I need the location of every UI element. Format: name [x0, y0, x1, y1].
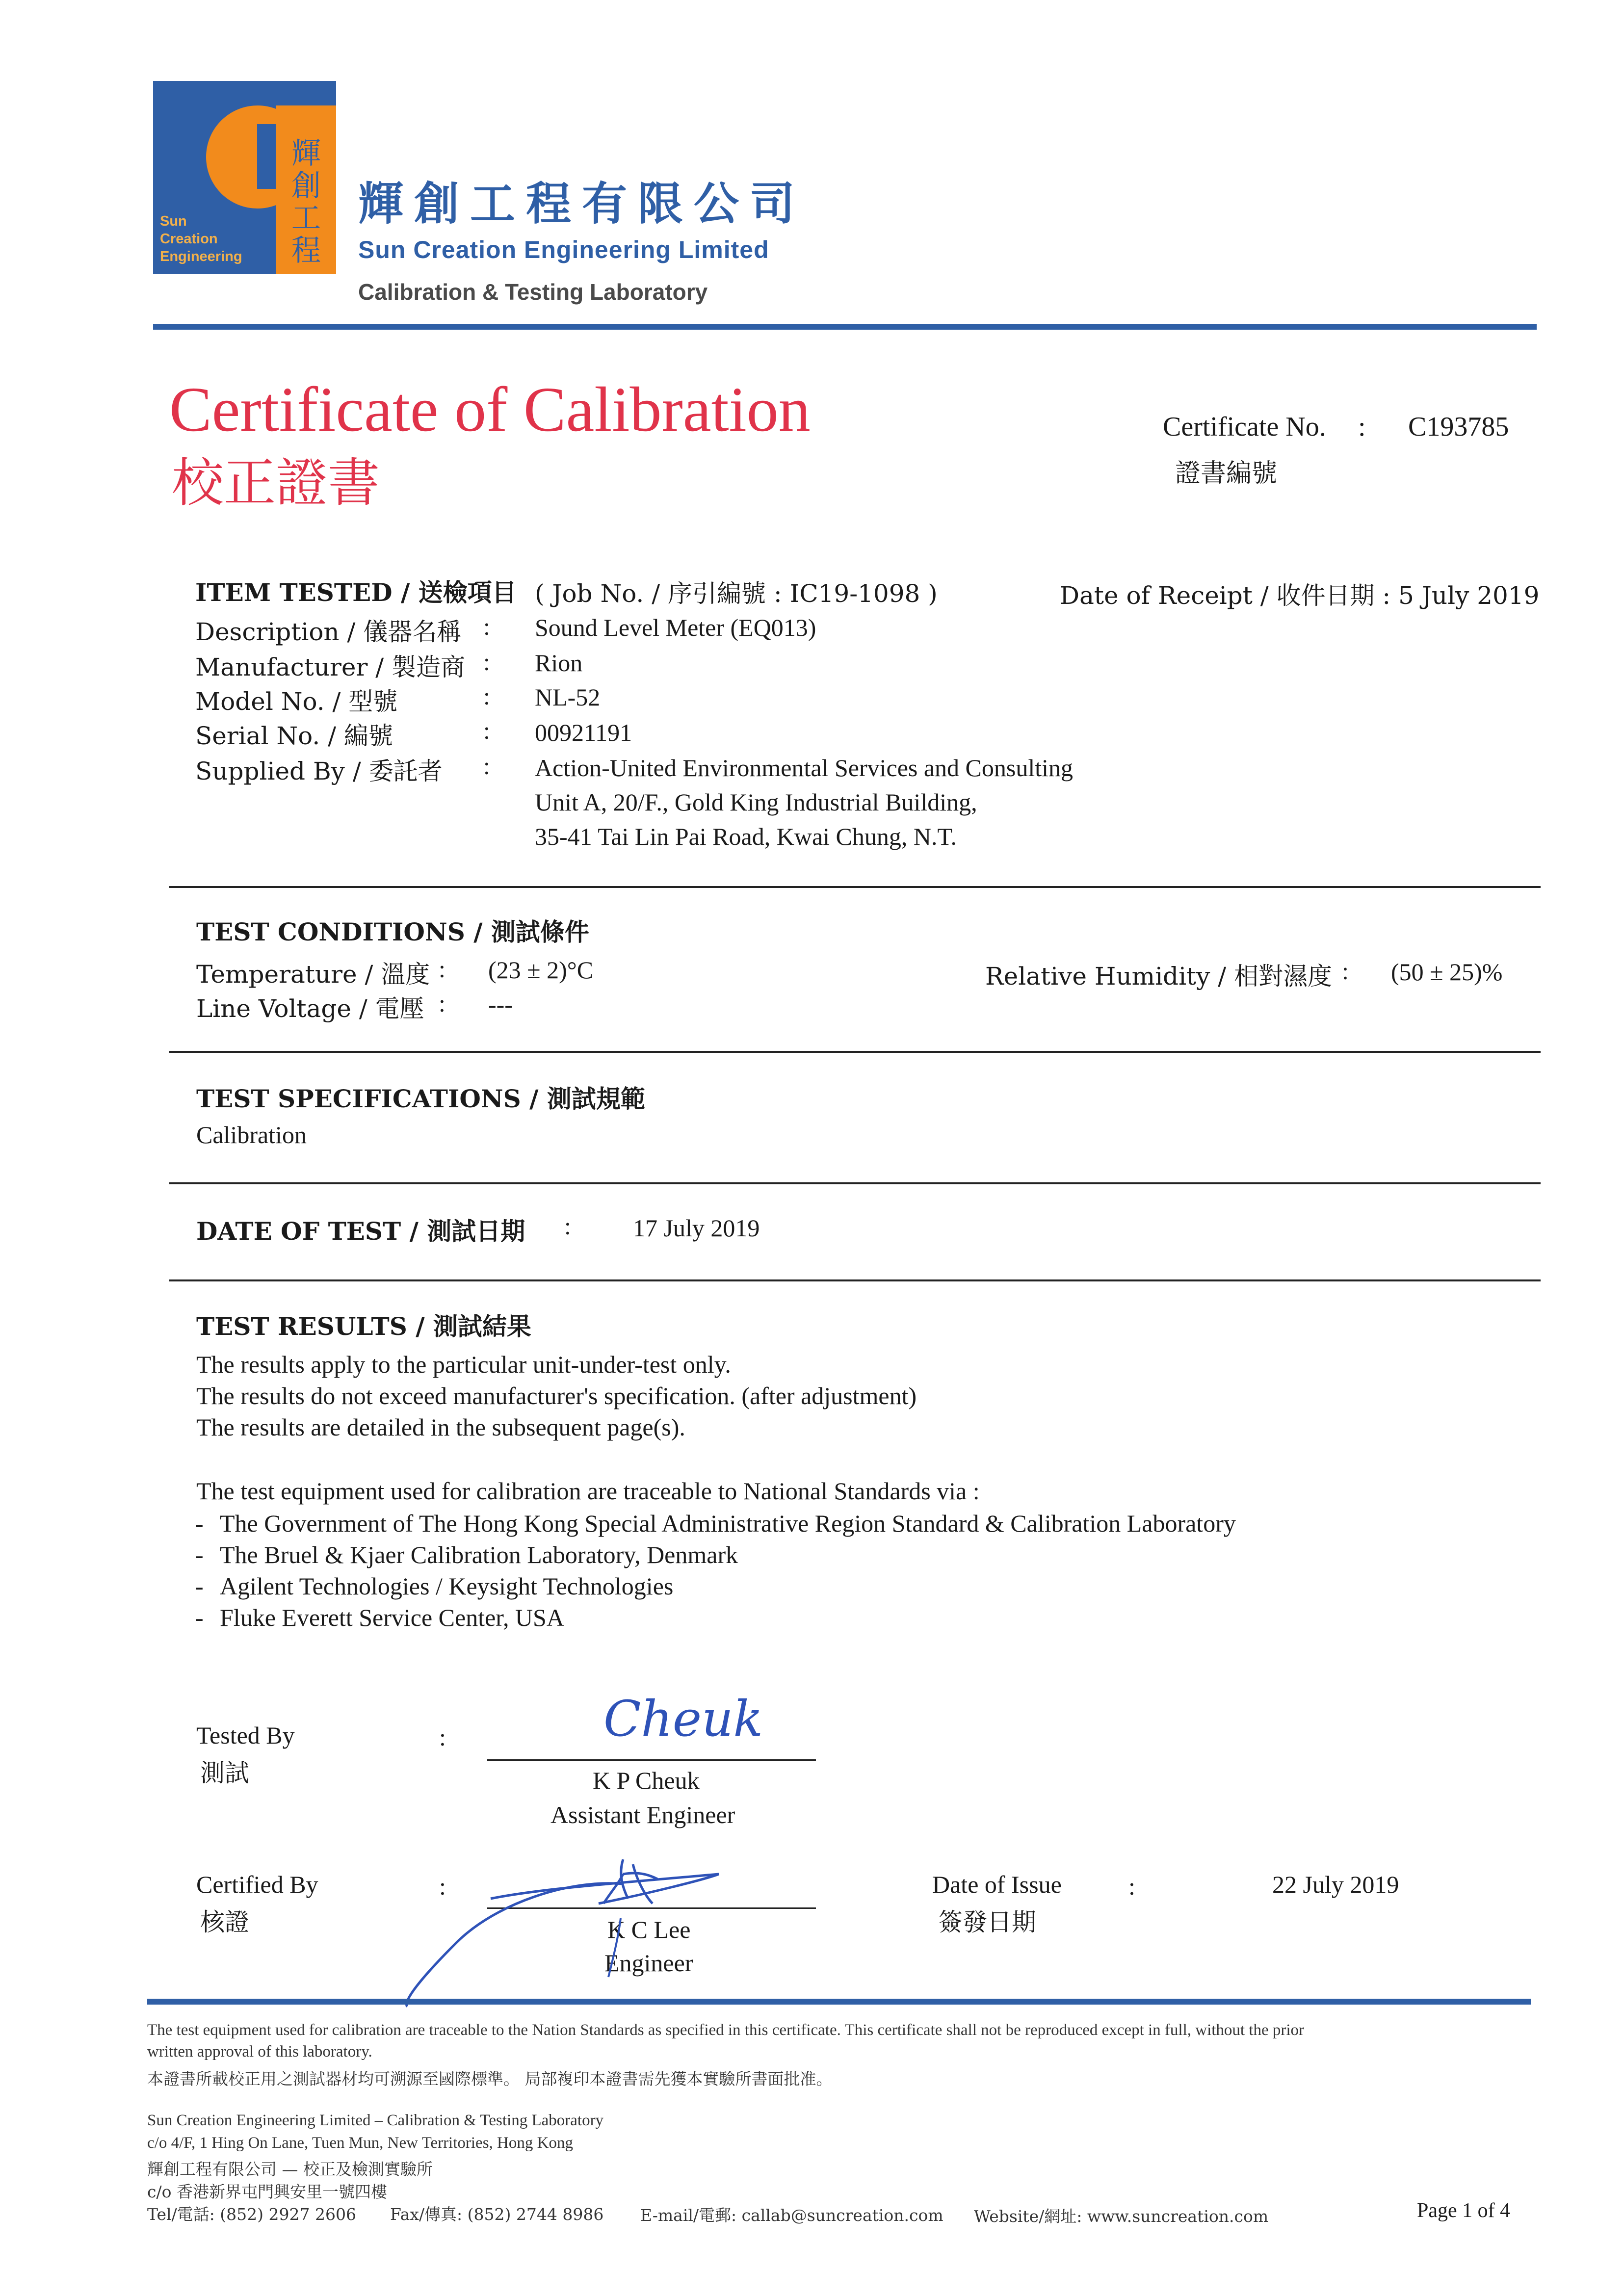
serial-colon: :: [483, 717, 490, 744]
date-of-issue-value: 22 July 2019: [1272, 1871, 1399, 1898]
certified-by-label-chinese: 核證: [200, 1908, 249, 1936]
traceability-dash: -: [195, 1510, 204, 1537]
section-divider: [169, 1279, 1541, 1281]
temperature-value: (23 ± 2)°C: [488, 956, 594, 984]
manufacturer-colon: :: [483, 648, 490, 676]
traceability-intro: The test equipment used for calibration are traceable to National Standards via :: [196, 1477, 980, 1505]
header-divider: [153, 324, 1537, 330]
footer-fax: Fax/傳真: (852) 2744 8986: [390, 2205, 604, 2224]
supplied-by-colon: :: [483, 752, 490, 780]
description-value: Sound Level Meter (EQ013): [535, 614, 816, 641]
test-results-heading: TEST RESULTS / 測試結果: [196, 1312, 531, 1341]
certified-by-signature: [393, 1845, 736, 2011]
test-specifications-heading: TEST SPECIFICATIONS / 測試規範: [196, 1084, 645, 1113]
test-conditions-heading: TEST CONDITIONS / 測試條件: [196, 917, 589, 946]
certificate-number-label: Certificate No.: [1163, 412, 1326, 442]
test-specifications-value: Calibration: [196, 1121, 307, 1148]
section-divider: [169, 886, 1541, 888]
company-logo: [153, 81, 336, 274]
tested-by-label-chinese: 測試: [200, 1759, 249, 1787]
temperature-colon: :: [439, 955, 445, 983]
manufacturer-label: Manufacturer / 製造商: [195, 653, 466, 681]
supplier-address-line-2: 35-41 Tai Lin Pai Road, Kwai Chung, N.T.: [535, 823, 957, 850]
traceability-item: The Government of The Hong Kong Special Administrative Region Standard & Calibration Laboratory: [220, 1510, 1236, 1537]
certificate-number-colon: :: [1358, 412, 1366, 442]
humidity-colon: :: [1342, 957, 1349, 985]
manufacturer-value: Rion: [535, 649, 583, 677]
tested-by-colon: :: [439, 1723, 446, 1751]
traceability-dash: -: [195, 1541, 204, 1568]
footer-address-line-2: c/o 4/F, 1 Hing On Lane, Tuen Mun, New Territories, Hong Kong: [147, 2134, 573, 2152]
footer-note-chinese: 本證書所載校正用之測試器材均可溯源至國際標準。 局部複印本證書需先獲本實驗所書面批准。: [147, 2069, 833, 2088]
model-colon: :: [483, 682, 490, 710]
date-of-test-colon: :: [564, 1212, 571, 1240]
traceability-dash: -: [195, 1572, 204, 1600]
traceability-item: Agilent Technologies / Keysight Technologies: [220, 1572, 674, 1600]
certified-by-name: K C Lee: [607, 1916, 691, 1943]
model-label: Model No. / 型號: [195, 687, 398, 716]
tested-by-signature: Cheuk: [603, 1690, 763, 1748]
section-divider: [169, 1051, 1541, 1053]
date-of-issue-label: Date of Issue: [932, 1871, 1062, 1898]
footer-divider: [147, 1999, 1531, 2005]
footer-address-line-4: c/o 香港新界屯門興安里一號四樓: [147, 2182, 387, 2201]
company-name-chinese: 輝創工程有限公司: [358, 178, 806, 230]
page-number: Page 1 of 4: [1417, 2199, 1511, 2222]
footer-address-line-1: Sun Creation Engineering Limited – Calibration & Testing Laboratory: [147, 2112, 604, 2129]
footer-address-line-3: 輝創工程有限公司 — 校正及檢測實驗所: [147, 2160, 433, 2179]
date-of-test-heading: DATE OF TEST / 測試日期: [196, 1217, 525, 1246]
certified-by-colon: :: [439, 1873, 446, 1900]
supplied-by-value: Action-United Environmental Services and Consulting: [535, 754, 1074, 782]
certified-by-label: Certified By: [196, 1871, 318, 1898]
tested-by-name: K P Cheuk: [593, 1767, 700, 1794]
tested-by-label: Tested By: [196, 1722, 295, 1749]
certificate-number: C193785: [1408, 412, 1509, 442]
certified-by-title: Engineer: [604, 1949, 693, 1977]
tested-by-title: Assistant Engineer: [550, 1801, 735, 1828]
description-label: Description / 儀器名稱: [195, 618, 462, 646]
date-of-issue-label-chinese: 簽發日期: [938, 1908, 1036, 1936]
lab-name: Calibration & Testing Laboratory: [358, 279, 708, 305]
footer-website: Website/網址: www.suncreation.com: [974, 2207, 1269, 2226]
certificate-number-label-chinese: 證書編號: [1175, 459, 1278, 488]
description-colon: :: [483, 613, 490, 640]
result-line-2: The results do not exceed manufacturer's specification. (after adjustment): [196, 1382, 917, 1409]
logo-chinese-text: 輝創工程: [291, 136, 321, 268]
traceability-dash: -: [195, 1604, 204, 1631]
job-number: ( Job No. / 序引編號 : IC19-1098 ): [535, 579, 938, 608]
result-line-3: The results are detailed in the subsequent page(s).: [196, 1413, 685, 1441]
temperature-label: Temperature / 溫度: [196, 960, 430, 989]
company-name-english: Sun Creation Engineering Limited: [358, 236, 769, 263]
footer-email: E-mail/電郵: callab@suncreation.com: [640, 2206, 943, 2225]
date-of-test-value: 17 July 2019: [633, 1214, 760, 1242]
result-line-1: The results apply to the particular unit-under-test only.: [196, 1351, 731, 1378]
item-tested-heading: ITEM TESTED / 送檢項目: [195, 578, 517, 607]
date-of-issue-colon: :: [1128, 1873, 1135, 1900]
humidity-label: Relative Humidity / 相對濕度: [985, 962, 1333, 991]
certificate-title: Certificate of Calibration: [169, 374, 811, 445]
serial-value: 00921191: [535, 719, 632, 746]
footer-telephone: Tel/電話: (852) 2927 2606: [147, 2205, 356, 2224]
supplier-address-line-1: Unit A, 20/F., Gold King Industrial Building,: [535, 788, 977, 816]
line-voltage-value: ---: [488, 991, 513, 1018]
serial-label: Serial No. / 編號: [195, 722, 393, 750]
tested-by-signature-line: [487, 1759, 816, 1761]
certificate-title-chinese: 校正證書: [172, 453, 380, 513]
date-of-receipt: Date of Receipt / 收件日期 : 5 July 2019: [1060, 581, 1540, 610]
traceability-item: Fluke Everett Service Center, USA: [220, 1604, 564, 1631]
section-divider: [169, 1182, 1541, 1184]
traceability-item: The Bruel & Kjaer Calibration Laboratory, Denmark: [220, 1541, 738, 1568]
line-voltage-label: Line Voltage / 電壓: [196, 994, 424, 1023]
supplied-by-label: Supplied By / 委託者: [195, 757, 443, 785]
humidity-value: (50 ± 25)%: [1391, 958, 1503, 986]
model-value: NL-52: [535, 683, 601, 711]
logo-english-text: Sun Creation Engineering: [160, 213, 242, 264]
footer-note-line-1: The test equipment used for calibration are traceable to the Nation Standards as specified in this certificate. This certificate shall not be reproduced except in full, without the prior: [147, 2021, 1305, 2039]
line-voltage-colon: :: [439, 990, 445, 1017]
footer-note-line-2: written approval of this laboratory.: [147, 2043, 372, 2061]
